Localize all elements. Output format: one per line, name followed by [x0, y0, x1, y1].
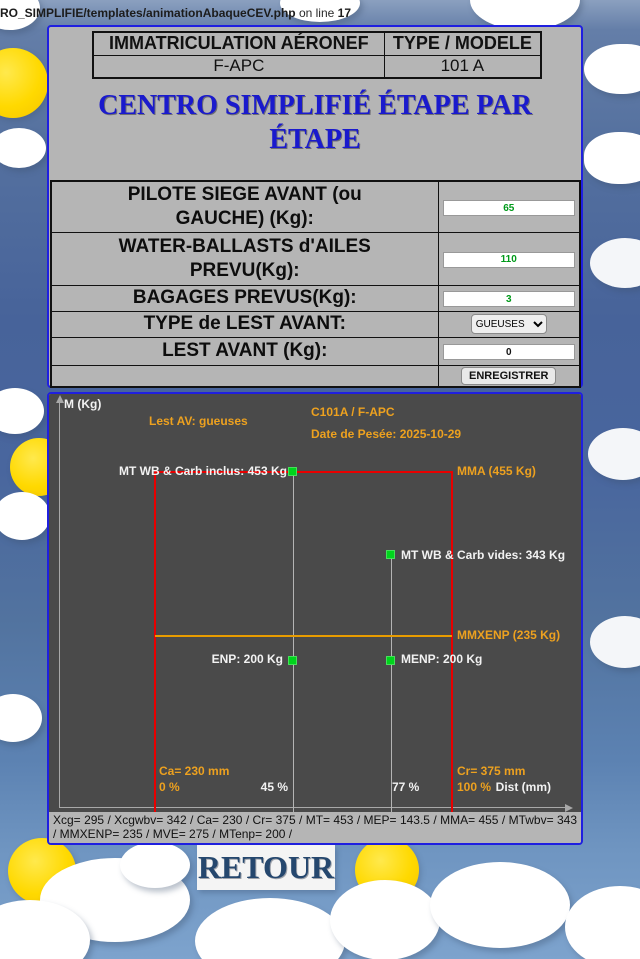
php-warning-text: [0, 6, 351, 20]
aircraft-id-table: [92, 31, 542, 79]
y-axis-line: [59, 401, 60, 808]
lest-type-select[interactable]: [471, 314, 547, 334]
chart-title-aircraft: C101A / F-APC: [311, 405, 395, 419]
cloud: [584, 132, 640, 184]
cg-guide-line-45pct: [293, 470, 294, 812]
immatriculation-header: IMMATRICULATION AÉRONEF: [93, 32, 384, 55]
pilot-weight-label: PILOTE SIEGE AVANT (ou GAUCHE) (Kg):: [51, 181, 438, 232]
ballast-note-label: Lest AV: gueuses: [149, 414, 248, 428]
x-axis-line: [59, 807, 567, 808]
retour-link[interactable]: RETOUR: [197, 845, 335, 890]
lest-type-label: TYPE de LEST AVANT:: [51, 311, 438, 337]
cloud: [0, 694, 42, 742]
cloud: [120, 842, 190, 888]
tick-100pct: 100 %: [457, 780, 492, 794]
y-axis-arrow-icon: [56, 395, 64, 403]
label-mt-wb-carb-inclus: MT WB & Carb inclus: 453 Kg: [118, 464, 287, 478]
cloud: [588, 428, 640, 480]
cloud: [0, 492, 50, 540]
type-modele-header: TYPE / MODELE: [384, 32, 541, 55]
enregistrer-button[interactable]: ENREGISTRER: [461, 367, 556, 385]
x-axis-label: Dist (mm): [495, 780, 551, 794]
computed-values-status-line: Xcg= 295 / Xcgwbv= 342 / Ca= 230 / Cr= 375 / MT= 453 / MEP= 143.5 / MMA= 455 / MTwbv= 343 / MMXENP= 235 / MVE= 275 / MTenp= 200 /: [49, 812, 581, 843]
x-axis-arrow-icon: [565, 804, 573, 812]
page-title: CENTRO SIMPLIFIÉ ÉTAPE PAR ÉTAPE: [98, 90, 532, 155]
label-menp: MENP: 200 Kg: [401, 652, 483, 666]
cloud: [430, 862, 570, 948]
cloud: [330, 880, 440, 959]
tick-77pct: 77 %: [392, 780, 420, 794]
cloud: [195, 898, 345, 959]
sun: [0, 48, 48, 118]
empty-cell: [51, 365, 438, 387]
envelope-right-limit-line: [451, 471, 453, 812]
balance-envelope-chart: [49, 394, 581, 812]
tick-45pct: 45 %: [260, 780, 288, 794]
loading-form-table: [50, 180, 581, 388]
lest-weight-label: LEST AVANT (Kg):: [51, 337, 438, 365]
balance-chart-panel: [47, 392, 583, 845]
cloud: [0, 128, 46, 168]
type-modele-value: 101 A: [384, 55, 541, 78]
point-mt-wb-carb-inclus: [288, 467, 297, 476]
php-line-number: 17: [337, 6, 351, 20]
cloud: [590, 616, 640, 668]
label-enp: ENP: 200 Kg: [211, 652, 283, 666]
php-on-line-text: on line: [295, 6, 338, 20]
mmxenp-limit-line: [155, 635, 452, 637]
cloud: [590, 238, 640, 288]
cloud: [584, 44, 640, 94]
tick-0pct: 0 %: [159, 780, 180, 794]
cloud: [565, 886, 640, 959]
y-axis-label: M (Kg): [64, 397, 102, 411]
lest-weight-input[interactable]: [443, 344, 575, 360]
chart-weighing-date: Date de Pesée: 2025-10-29: [311, 427, 462, 441]
label-mt-wb-carb-vides: MT WB & Carb vides: 343 Kg: [401, 548, 566, 562]
label-cr: Cr= 375 mm: [457, 764, 526, 778]
cloud: [0, 388, 44, 434]
point-mt-wb-carb-vides: [386, 550, 395, 559]
weighing-form-panel: [47, 25, 583, 388]
immatriculation-value: F-APC: [93, 55, 384, 78]
point-enp: [288, 656, 297, 665]
pilot-weight-input[interactable]: [443, 200, 575, 216]
point-menp: [386, 656, 395, 665]
envelope-left-limit-line: [154, 471, 156, 812]
water-ballast-input[interactable]: [443, 252, 575, 268]
baggage-input[interactable]: [443, 291, 575, 307]
php-file-path: RO_SIMPLIFIE/templates/animationAbaqueCEV.php: [0, 6, 296, 20]
baggage-label: BAGAGES PREVUS(Kg):: [51, 285, 438, 311]
label-mmxenp: MMXENP (235 Kg): [457, 628, 561, 642]
cg-guide-line-77pct: [391, 552, 392, 812]
label-ca: Ca= 230 mm: [159, 764, 230, 778]
label-mma: MMA (455 Kg): [457, 464, 536, 478]
water-ballast-label: WATER-BALLASTS d'AILES PREVU(Kg):: [51, 232, 438, 285]
